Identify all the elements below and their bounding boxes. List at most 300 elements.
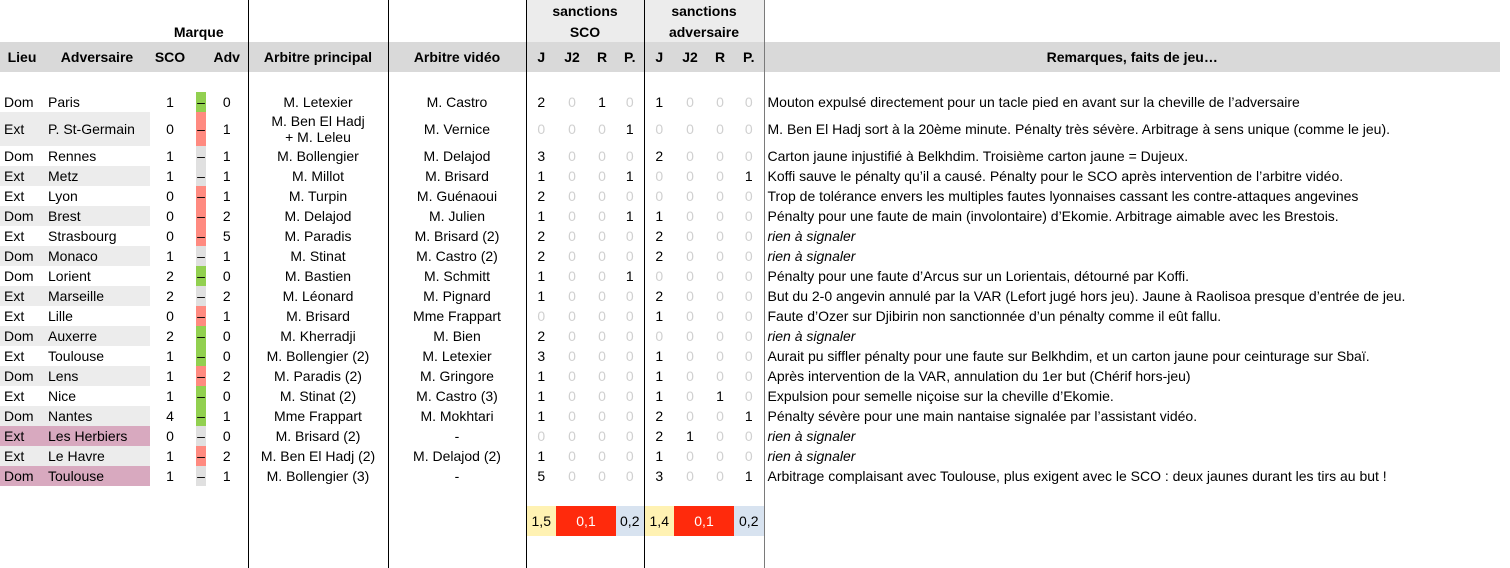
arbitre-principal-cell: M. Delajod (248, 206, 388, 226)
lieu-cell: Ext (0, 446, 44, 466)
score-sco-cell: 0 (166, 228, 174, 244)
score-adv-cell: 0 (206, 92, 248, 112)
arbitre-video-cell: - (388, 466, 526, 486)
sco-p-cell: 1 (616, 166, 644, 186)
col-lieu: Lieu (0, 42, 44, 72)
adv-r-cell: 0 (716, 448, 724, 464)
result-marker: – (197, 448, 205, 464)
adv-j-cell: 3 (655, 468, 664, 484)
adversaire-cell: Les Herbiers (44, 426, 150, 446)
score-sco-cell: 0 (166, 208, 174, 224)
table-row (0, 406, 1500, 426)
remark-cell: Mouton expulsé directement pour un tacle pied en avant sur la cheville de l’adversaire (767, 94, 1300, 110)
sco-r-cell: 0 (598, 348, 606, 364)
sco-j-cell: 0 (537, 121, 546, 137)
adv-r-cell: 0 (716, 228, 724, 244)
arbitre-video-cell: M. Gringore (388, 366, 526, 386)
adv-p-cell: 0 (734, 326, 764, 346)
adversaire-cell: Lorient (48, 268, 91, 284)
sco-j-cell: 2 (537, 94, 546, 110)
adv-p-cell: 0 (734, 246, 764, 266)
adversaire-cell: Strasbourg (48, 228, 117, 244)
table-row (0, 286, 1500, 306)
table-row (0, 326, 1500, 346)
sco-r-cell: 0 (598, 268, 606, 284)
sco-j-cell: 2 (537, 248, 546, 264)
adv-j-cell: 1 (655, 308, 664, 324)
arbitre-video-cell: M. Schmitt (388, 266, 526, 286)
score-sco-cell: 1 (166, 94, 174, 110)
table-row (0, 446, 1500, 466)
table-row (0, 186, 1500, 206)
sanctions-adv-title: sanctions (644, 0, 764, 22)
sco-j-cell: 1 (537, 168, 546, 184)
score-adv-cell: 1 (206, 306, 248, 326)
sco-r-cell: 0 (598, 188, 606, 204)
score-sco-cell: 1 (166, 388, 174, 404)
result-marker: – (197, 328, 205, 344)
adv-p-cell: 1 (734, 166, 764, 186)
adversaire-cell: Lyon (48, 188, 78, 204)
lieu-cell: Dom (4, 148, 34, 164)
col-adv: Adv (206, 42, 248, 72)
sanctions-adv-subtitle: adversaire (644, 22, 764, 42)
sco-p-cell: 0 (616, 406, 644, 426)
arbitre-video-cell: M. Vernice (388, 112, 526, 146)
adv-p-cell: 0 (734, 306, 764, 326)
adv-p-cell: 0 (734, 386, 764, 406)
adv-r-cell: 0 (716, 408, 724, 424)
sco-j2-cell: 0 (568, 408, 576, 424)
adv-r-cell: 0 (716, 468, 724, 484)
score-adv-cell: 0 (206, 266, 248, 286)
remark-cell: Après intervention de la VAR, annulation du 1er but (Chérif hors-jeu) (767, 368, 1191, 384)
adv-j2-cell: 0 (686, 94, 694, 110)
adv-r-cell: 1 (716, 388, 724, 404)
adversaire-cell: Brest (44, 206, 150, 226)
sco-p-cell: 0 (616, 386, 644, 406)
lieu-cell: Ext (0, 166, 44, 186)
score-adv-cell: 1 (206, 406, 248, 426)
adv-p-cell: 1 (734, 406, 764, 426)
result-marker: – (197, 188, 205, 204)
sco-j2-cell: 0 (568, 268, 576, 284)
remark-cell: Expulsion pour semelle niçoise sur la cheville d’Ekomie. (767, 388, 1114, 404)
col-adv-r: R (706, 42, 734, 72)
col-sco-p: P. (616, 42, 644, 72)
sco-p-cell: 0 (616, 466, 644, 486)
remark-cell: Faute d’Ozer sur Djibirin non sanctionnée d’un pénalty comme il eût fallu. (767, 308, 1222, 324)
avg-adv-j: 1,4 (644, 506, 674, 536)
result-marker: – (197, 268, 205, 284)
sco-p-cell: 1 (616, 206, 644, 226)
adv-p-cell: 0 (734, 92, 764, 112)
table-row (0, 466, 1500, 486)
adversaire-cell: Le Havre (44, 446, 150, 466)
arbitre-video-cell: M. Castro (388, 92, 526, 112)
table-row (0, 266, 1500, 286)
score-sco-cell: 0 (166, 308, 174, 324)
arbitre-principal-cell: M. Paradis (248, 226, 388, 246)
sco-r-cell: 0 (598, 121, 606, 137)
avg-sco-r: 0,1 (556, 506, 616, 536)
lieu-cell: Ext (4, 188, 25, 204)
adv-j2-cell: 0 (686, 468, 694, 484)
adversaire-cell: P. St-Germain (44, 112, 150, 146)
sco-j-cell: 2 (537, 188, 546, 204)
adv-j2-cell: 0 (686, 168, 694, 184)
score-sco-cell: 2 (166, 288, 174, 304)
score-adv-cell: 1 (206, 112, 248, 146)
adv-p-cell: 0 (734, 226, 764, 246)
adv-j2-cell: 0 (686, 388, 694, 404)
adversaire-cell: Rennes (48, 148, 97, 164)
sco-r-cell: 0 (598, 148, 606, 164)
adv-j-cell: 0 (655, 121, 664, 137)
adv-r-cell: 0 (716, 148, 724, 164)
adversaire-cell: Lens (44, 366, 150, 386)
arbitre-principal-cell: M. Turpin (248, 186, 388, 206)
arbitre-principal-cell: M. Brisard (2) (248, 426, 388, 446)
adversaire-cell: Toulouse (48, 348, 105, 364)
adv-r-cell: 0 (716, 328, 724, 344)
sco-r-cell: 0 (598, 388, 606, 404)
sco-r-cell: 0 (598, 228, 606, 244)
sco-p-cell: 0 (616, 306, 644, 326)
lieu-cell: Dom (0, 326, 44, 346)
adv-j-cell: 0 (655, 188, 664, 204)
table-row (0, 366, 1500, 386)
adv-j-cell: 0 (655, 328, 664, 344)
adv-j-cell: 0 (655, 168, 664, 184)
arbitre-principal-cell: M. Stinat (2) (248, 386, 388, 406)
table-row (0, 92, 1500, 112)
lieu-cell: Ext (4, 308, 25, 324)
sco-j-cell: 0 (537, 308, 546, 324)
result-marker: – (197, 248, 205, 264)
arbitre-principal-cell: M. Kherradji (248, 326, 388, 346)
sco-j2-cell: 0 (568, 148, 576, 164)
col-sco: SCO (150, 42, 190, 72)
remark-cell: Koffi sauve le pénalty qu’il a causé. Pénalty pour le SCO après intervention de l’arbitre vidéo. (767, 168, 1344, 184)
arbitre-principal-cell (248, 112, 388, 146)
adv-j2-cell: 0 (686, 408, 694, 424)
lieu-cell: Ext (0, 426, 44, 446)
arbitre-video-cell: M. Castro (2) (388, 246, 526, 266)
sco-p-cell: 1 (616, 112, 644, 146)
sco-p-cell: 0 (616, 366, 644, 386)
remark-cell: Aurait pu siffler pénalty pour une faute sur Belkhdim, et un carton jaune pour ceinturage sur Sbaï. (767, 348, 1370, 364)
arbitre-video-cell: M. Brisard (388, 166, 526, 186)
adv-j-cell: 1 (655, 448, 664, 464)
adv-r-cell: 0 (716, 94, 724, 110)
adversaire-cell: Marseille (44, 286, 150, 306)
adv-j2-cell: 0 (686, 448, 694, 464)
sco-r-cell: 0 (598, 328, 606, 344)
sco-j-cell: 0 (537, 428, 546, 444)
table-row (0, 206, 1500, 226)
sco-p-cell: 1 (616, 266, 644, 286)
table-row (0, 226, 1500, 246)
adversaire-cell: Lille (48, 308, 73, 324)
sco-p-cell: 0 (616, 92, 644, 112)
arbitre-principal-cell: M. Millot (248, 166, 388, 186)
arbitre-video-cell: - (388, 426, 526, 446)
sco-r-cell: 0 (598, 168, 606, 184)
result-marker: – (197, 288, 205, 304)
sco-r-cell: 0 (598, 288, 606, 304)
sanctions-sco-subtitle: SCO (526, 22, 644, 42)
arbitre-line: + M. Leleu (285, 129, 351, 145)
result-marker: – (197, 348, 205, 364)
sco-p-cell: 0 (616, 326, 644, 346)
remark-cell: Pénalty pour une faute de main (involontaire) d’Ekomie. Arbitrage aimable avec les Brestois. (767, 208, 1339, 224)
adv-r-cell: 0 (716, 288, 724, 304)
col-adv-p: P. (734, 42, 764, 72)
remark-cell: Trop de tolérance envers les multiples fautes lyonnaises cassant les contre-attaques angevines (767, 188, 1359, 204)
arbitre-video-cell: M. Delajod (2) (388, 446, 526, 466)
adv-r-cell: 0 (716, 308, 724, 324)
arbitre-video-cell: M. Pignard (388, 286, 526, 306)
adv-j2-cell: 0 (686, 348, 694, 364)
sco-p-cell: 0 (616, 226, 644, 246)
sco-j-cell: 1 (537, 208, 546, 224)
sco-j2-cell: 0 (568, 428, 576, 444)
col-adversaire: Adversaire (44, 42, 150, 72)
result-marker: – (197, 428, 205, 444)
table-row (0, 166, 1500, 186)
arbitre-video-cell: M. Brisard (2) (388, 226, 526, 246)
adv-j-cell: 2 (655, 408, 664, 424)
adv-j2-cell: 0 (686, 188, 694, 204)
score-sco-cell: 1 (166, 168, 174, 184)
sco-p-cell: 0 (616, 346, 644, 366)
remark-cell: rien à signaler (767, 428, 856, 444)
sco-j-cell: 1 (537, 368, 546, 384)
adv-j2-cell: 1 (686, 428, 694, 444)
sanctions-sco-title: sanctions (526, 0, 644, 22)
table-row (0, 386, 1500, 406)
col-sco-j: J (526, 42, 556, 72)
lieu-cell: Dom (0, 366, 44, 386)
sco-j-cell: 2 (537, 328, 546, 344)
result-marker: – (197, 408, 205, 424)
arbitre-principal-cell: M. Léonard (248, 286, 388, 306)
adv-j2-cell: 0 (686, 208, 694, 224)
lieu-cell: Dom (0, 406, 44, 426)
result-marker: – (197, 208, 205, 224)
score-sco-cell: 2 (166, 268, 174, 284)
result-marker: – (197, 368, 205, 384)
score-sco-cell: 1 (166, 248, 174, 264)
score-adv-cell: 0 (206, 346, 248, 366)
adv-p-cell: 0 (734, 286, 764, 306)
score-sco-cell: 0 (166, 428, 174, 444)
col-sco-r: R (588, 42, 616, 72)
score-adv-cell: 1 (206, 466, 248, 486)
col-adv-j2: J2 (674, 42, 706, 72)
lieu-cell: Dom (4, 94, 34, 110)
adv-p-cell: 0 (734, 266, 764, 286)
arbitre-video-cell: M. Julien (388, 206, 526, 226)
adv-j2-cell: 0 (686, 308, 694, 324)
lieu-cell: Ext (4, 228, 25, 244)
sco-r-cell: 0 (598, 308, 606, 324)
score-adv-cell: 2 (206, 366, 248, 386)
adv-p-cell: 0 (734, 112, 764, 146)
col-arbitre-principal: Arbitre principal (248, 42, 388, 72)
sco-j-cell: 1 (537, 448, 546, 464)
sco-r-cell: 0 (598, 248, 606, 264)
adv-j-cell: 1 (655, 94, 664, 110)
adv-j2-cell: 0 (686, 121, 694, 137)
sco-p-cell: 0 (616, 186, 644, 206)
sco-j2-cell: 0 (568, 228, 576, 244)
sco-j2-cell: 0 (568, 448, 576, 464)
marque-title: Marque (150, 22, 248, 42)
table-row (0, 246, 1500, 266)
remark-cell: M. Ben El Hadj sort à la 20ème minute. Pénalty très sévère. Arbitrage à sens unique (comme le jeu). (767, 121, 1391, 137)
adversaire-cell: Nice (48, 388, 77, 404)
score-sco-cell: 0 (166, 121, 174, 137)
score-adv-cell: 2 (206, 206, 248, 226)
score-adv-cell: 1 (206, 166, 248, 186)
arbitre-video-cell: M. Mokhtari (388, 406, 526, 426)
adv-p-cell: 0 (734, 426, 764, 446)
score-adv-cell: 2 (206, 286, 248, 306)
adv-j-cell: 1 (655, 388, 664, 404)
adv-p-cell: 0 (734, 366, 764, 386)
result-marker: – (197, 228, 205, 244)
score-adv-cell: 0 (206, 426, 248, 446)
adv-j2-cell: 0 (686, 248, 694, 264)
score-adv-cell: 0 (206, 386, 248, 406)
arbitre-principal-cell: M. Bollengier (248, 146, 388, 166)
score-sco-cell: 1 (166, 368, 174, 384)
adv-j2-cell: 0 (686, 228, 694, 244)
score-sco-cell: 1 (166, 348, 174, 364)
score-sco-cell: 1 (166, 148, 174, 164)
sco-j2-cell: 0 (568, 121, 576, 137)
lieu-cell: Ext (4, 348, 25, 364)
lieu-cell: Dom (0, 206, 44, 226)
adv-p-cell: 0 (734, 146, 764, 166)
arbitre-line: M. Ben El Hadj (271, 113, 365, 129)
sco-j2-cell: 0 (568, 248, 576, 264)
adv-r-cell: 0 (716, 348, 724, 364)
sco-j-cell: 3 (537, 148, 546, 164)
adv-j-cell: 2 (655, 288, 664, 304)
sco-r-cell: 0 (598, 468, 606, 484)
sco-j2-cell: 0 (568, 308, 576, 324)
adv-r-cell: 0 (716, 168, 724, 184)
adv-j2-cell: 0 (686, 268, 694, 284)
sco-p-cell: 0 (616, 146, 644, 166)
lieu-cell: Dom (4, 268, 34, 284)
adv-j-cell: 2 (655, 228, 664, 244)
avg-sco-j: 1,5 (526, 506, 556, 536)
adversaire-cell: Auxerre (44, 326, 150, 346)
remark-cell: rien à signaler (767, 248, 856, 264)
remark-cell: Pénalty pour une faute d’Arcus sur un Lorientais, détourné par Koffi. (767, 268, 1190, 284)
sco-r-cell: 0 (598, 428, 606, 444)
sco-j2-cell: 0 (568, 368, 576, 384)
arbitre-principal-cell: Mme Frappart (248, 406, 388, 426)
lieu-cell: Ext (0, 286, 44, 306)
arbitre-principal-cell: M. Bollengier (3) (248, 466, 388, 486)
result-marker: – (197, 308, 205, 324)
score-adv-cell: 1 (206, 246, 248, 266)
sco-j-cell: 1 (537, 408, 546, 424)
col-remarques: Remarques, faits de jeu… (764, 42, 1500, 72)
lieu-cell: Ext (0, 112, 44, 146)
remark-cell: But du 2-0 angevin annulé par la VAR (Lefort jugé hors jeu). Jaune à Raolisoa presque d’entrée de jeu. (767, 288, 1406, 304)
sco-r-cell: 0 (598, 408, 606, 424)
adv-j2-cell: 0 (686, 328, 694, 344)
score-adv-cell: 0 (206, 326, 248, 346)
sco-j2-cell: 0 (568, 168, 576, 184)
sco-j-cell: 3 (537, 348, 546, 364)
sco-j-cell: 1 (537, 288, 546, 304)
sco-j2-cell: 0 (568, 288, 576, 304)
col-adv-j: J (644, 42, 674, 72)
adv-r-cell: 0 (716, 208, 724, 224)
adversaire-cell: Paris (48, 94, 80, 110)
table-row (0, 146, 1500, 166)
sco-j2-cell: 0 (568, 348, 576, 364)
remark-cell: Arbitrage complaisant avec Toulouse, plus exigent avec le SCO : deux jaunes durant les tirs au but ! (767, 468, 1387, 484)
adversaire-cell: Metz (44, 166, 150, 186)
result-marker: – (197, 468, 205, 484)
sco-p-cell: 0 (616, 246, 644, 266)
sco-j-cell: 1 (537, 268, 546, 284)
sco-p-cell: 0 (616, 286, 644, 306)
sco-j-cell: 1 (537, 388, 546, 404)
score-sco-cell: 0 (166, 188, 174, 204)
arbitre-video-cell: M. Delajod (388, 146, 526, 166)
adversaire-cell: Nantes (44, 406, 150, 426)
sco-j2-cell: 0 (568, 388, 576, 404)
sco-j-cell: 2 (537, 228, 546, 244)
score-sco-cell: 4 (166, 408, 174, 424)
score-adv-cell: 1 (206, 186, 248, 206)
arbitre-principal-cell: M. Bollengier (2) (248, 346, 388, 366)
adv-j-cell: 2 (655, 428, 664, 444)
adv-j2-cell: 0 (686, 288, 694, 304)
adv-j-cell: 1 (655, 208, 664, 224)
table-row (0, 112, 1500, 146)
sco-j2-cell: 0 (568, 328, 576, 344)
sco-p-cell: 0 (616, 426, 644, 446)
adv-r-cell: 0 (716, 368, 724, 384)
adv-j-cell: 1 (655, 368, 664, 384)
adv-p-cell: 0 (734, 346, 764, 366)
sco-j2-cell: 0 (568, 208, 576, 224)
arbitre-principal-cell: M. Stinat (248, 246, 388, 266)
adv-p-cell: 0 (734, 206, 764, 226)
avg-adv-r: 0,1 (674, 506, 734, 536)
adversaire-cell: Monaco (44, 246, 150, 266)
adv-j-cell: 2 (655, 148, 664, 164)
arbitre-principal-cell: M. Brisard (248, 306, 388, 326)
score-adv-cell: 5 (206, 226, 248, 246)
adv-r-cell: 0 (716, 121, 724, 137)
arbitre-principal-cell: M. Letexier (248, 92, 388, 112)
arbitre-video-cell: M. Letexier (388, 346, 526, 366)
result-marker: – (197, 388, 205, 404)
remark-cell: rien à signaler (767, 328, 856, 344)
table-row (0, 426, 1500, 446)
